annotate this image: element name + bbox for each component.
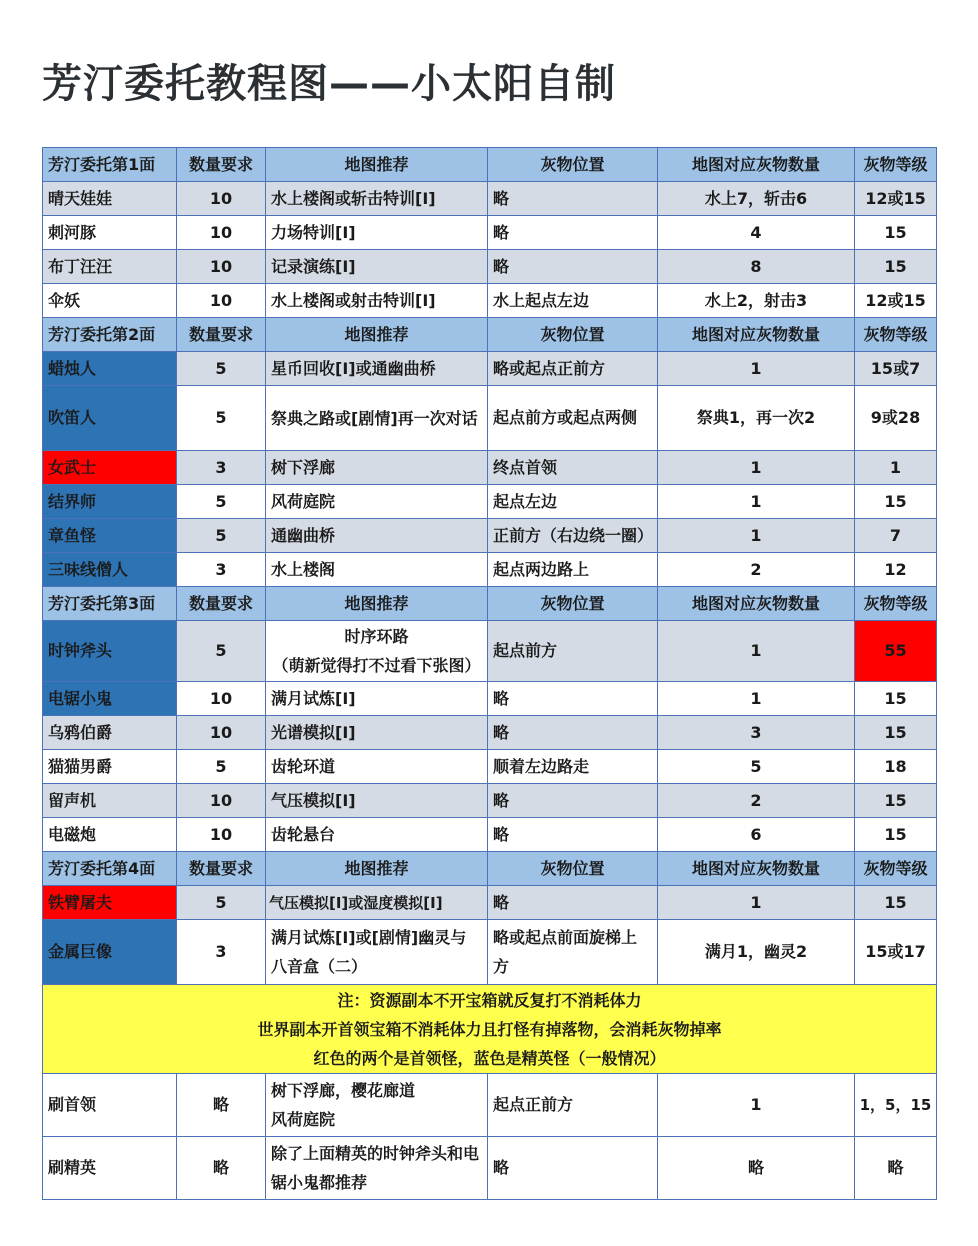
map-cell: 树下浮廊 [266,451,488,485]
count-cell: 满月1，幽灵2 [658,920,855,985]
table-row [43,553,937,587]
map-cell: 气压模拟[Ⅰ]或湿度模拟[Ⅰ] [266,886,488,920]
map-line: （萌新觉得打不过看下张图） [272,656,481,675]
count-cell: 水上2，射击3 [658,284,855,318]
count-cell: 1 [658,485,855,519]
map-cell: 满月试炼[Ⅰ]或[剧情]幽灵与八音盒（二） [266,920,488,985]
monster-name: 乌鸦伯爵 [43,716,177,750]
section-header-row [43,587,937,621]
count-cell: 2 [658,784,855,818]
monster-name: 电磁炮 [43,818,177,852]
pos-cell: 起点正前方 [488,1074,658,1137]
map-cell: 星币回收[Ⅰ]或通幽曲桥 [266,352,488,386]
level-cell: 15 [855,485,937,519]
qty-cell: 5 [177,519,266,553]
notes-row [43,985,937,1074]
col-map-header: 地图推荐 [266,587,488,621]
level-cell: 15 [855,784,937,818]
monster-name: 女武士 [43,451,177,485]
monster-name: 晴天娃娃 [43,182,177,216]
col-map-header: 地图推荐 [266,852,488,886]
map-line: 树下浮廊，樱花廊道 [271,1081,416,1100]
col-pos-header: 灰物位置 [488,148,658,182]
table-row [43,682,937,716]
pos-cell: 起点两边路上 [488,553,658,587]
col-count-header: 地图对应灰物数量 [658,148,855,182]
pos-cell: 起点左边 [488,485,658,519]
map-cell: 风荷庭院 [266,485,488,519]
farm-name: 刷精英 [43,1137,177,1200]
map-line: 时序环路 [344,627,409,646]
map-cell: 除了上面精英的时钟斧头和电锯小鬼都推荐 [266,1137,488,1200]
pos-cell: 终点首领 [488,451,658,485]
monster-name: 电锯小鬼 [43,682,177,716]
pos-cell: 正前方（右边绕一圈） [488,519,658,553]
count-cell: 1 [658,352,855,386]
map-line: 风荷庭院 [271,1110,336,1129]
level-cell: 15或7 [855,352,937,386]
map-cell: 通幽曲桥 [266,519,488,553]
pos-cell: 略 [488,182,658,216]
map-cell: 气压模拟[Ⅰ] [266,784,488,818]
level-cell: 12或15 [855,182,937,216]
table-row [43,250,937,284]
table-row [43,284,937,318]
table-row [43,182,937,216]
level-cell: 略 [855,1137,937,1200]
section-header-row [43,148,937,182]
qty-cell: 10 [177,284,266,318]
count-cell: 1 [658,886,855,920]
level-cell: 18 [855,750,937,784]
level-cell: 15 [855,716,937,750]
pos-cell: 略 [488,716,658,750]
count-cell: 略 [658,1137,855,1200]
monster-name: 刺河豚 [43,216,177,250]
qty-cell: 5 [177,386,266,451]
table-row [43,1074,937,1137]
pos-cell: 起点前方 [488,621,658,682]
count-cell: 1 [658,1074,855,1137]
count-cell: 8 [658,250,855,284]
qty-cell: 3 [177,920,266,985]
note-line: 注：资源副本不开宝箱就反复打不消耗体力 [337,990,642,1010]
col-level-header: 灰物等级 [855,852,937,886]
commission-table [42,147,937,1200]
monster-name: 蜡烛人 [43,352,177,386]
col-pos-header: 灰物位置 [488,587,658,621]
section-header-row [43,318,937,352]
farm-name: 刷首领 [43,1074,177,1137]
qty-cell: 5 [177,485,266,519]
level-cell: 12 [855,553,937,587]
monster-name: 留声机 [43,784,177,818]
map-cell [266,1074,488,1137]
table-row [43,485,937,519]
note-line: 世界副本开首领宝箱不消耗体力且打怪有掉落物，会消耗灰物掉率 [257,1019,722,1039]
pos-cell: 略或起点前面旋梯上方 [488,920,658,985]
monster-name: 猫猫男爵 [43,750,177,784]
monster-name: 结界师 [43,485,177,519]
qty-cell: 3 [177,553,266,587]
count-cell: 1 [658,519,855,553]
qty-cell: 略 [177,1074,266,1137]
map-cell: 水上楼阁或射击特训[Ⅰ] [266,284,488,318]
notes-cell [43,985,937,1074]
qty-cell: 10 [177,784,266,818]
monster-name: 金属巨像 [43,920,177,985]
count-cell: 3 [658,716,855,750]
table-row [43,621,937,682]
count-cell: 祭典1，再一次2 [658,386,855,451]
count-cell: 水上7，斩击6 [658,182,855,216]
map-cell: 祭典之路或[剧情]再一次对话 [266,386,488,451]
monster-name: 布丁汪汪 [43,250,177,284]
col-qty-header: 数量要求 [177,318,266,352]
qty-cell: 略 [177,1137,266,1200]
section-header-row [43,852,937,886]
level-cell: 15 [855,682,937,716]
pos-cell: 略 [488,784,658,818]
level-cell: 9或28 [855,386,937,451]
col-count-header: 地图对应灰物数量 [658,318,855,352]
table-row [43,519,937,553]
count-cell: 4 [658,216,855,250]
qty-cell: 10 [177,182,266,216]
col-level-header: 灰物等级 [855,587,937,621]
table-row [43,920,937,985]
pos-cell: 水上起点左边 [488,284,658,318]
qty-cell: 10 [177,682,266,716]
count-cell: 1 [658,451,855,485]
pos-cell: 略 [488,818,658,852]
col-level-header: 灰物等级 [855,148,937,182]
map-cell: 水上楼阁或斩击特训[Ⅰ] [266,182,488,216]
col-qty-header: 数量要求 [177,148,266,182]
pos-cell: 略 [488,682,658,716]
table-row [43,818,937,852]
monster-name: 三味线僧人 [43,553,177,587]
pos-cell: 略 [488,250,658,284]
pos-cell: 略 [488,886,658,920]
section-title: 芳汀委托第1面 [43,148,177,182]
table-row [43,750,937,784]
pos-cell: 略或起点正前方 [488,352,658,386]
section-title: 芳汀委托第4面 [43,852,177,886]
table-row [43,784,937,818]
monster-name: 铁臂屠夫 [43,886,177,920]
qty-cell: 10 [177,216,266,250]
qty-cell: 5 [177,750,266,784]
table-row [43,1137,937,1200]
map-cell: 齿轮环道 [266,750,488,784]
col-map-header: 地图推荐 [266,148,488,182]
table-row [43,716,937,750]
map-cell [266,621,488,682]
monster-name: 时钟斧头 [43,621,177,682]
pos-cell: 起点前方或起点两侧 [488,386,658,451]
level-cell: 55 [855,621,937,682]
page-title: 芳汀委托教程图——小太阳自制 [42,61,616,107]
level-cell: 15或17 [855,920,937,985]
count-cell: 1 [658,621,855,682]
level-cell: 15 [855,250,937,284]
section-title: 芳汀委托第2面 [43,318,177,352]
table-row [43,216,937,250]
qty-cell: 10 [177,716,266,750]
qty-cell: 5 [177,886,266,920]
col-level-header: 灰物等级 [855,318,937,352]
qty-cell: 3 [177,451,266,485]
col-count-header: 地图对应灰物数量 [658,587,855,621]
table-row [43,886,937,920]
pos-cell: 略 [488,1137,658,1200]
note-line: 红色的两个是首领怪，蓝色是精英怪（一般情况） [313,1048,666,1068]
pos-cell: 略 [488,216,658,250]
count-cell: 6 [658,818,855,852]
pos-cell: 顺着左边路走 [488,750,658,784]
monster-name: 吹笛人 [43,386,177,451]
monster-name: 章鱼怪 [43,519,177,553]
level-cell: 1 [855,451,937,485]
level-cell: 12或15 [855,284,937,318]
map-cell: 齿轮悬台 [266,818,488,852]
table-row [43,386,937,451]
col-qty-header: 数量要求 [177,852,266,886]
col-pos-header: 灰物位置 [488,852,658,886]
map-cell: 水上楼阁 [266,553,488,587]
count-cell: 5 [658,750,855,784]
col-count-header: 地图对应灰物数量 [658,852,855,886]
col-qty-header: 数量要求 [177,587,266,621]
count-cell: 1 [658,682,855,716]
section-title: 芳汀委托第3面 [43,587,177,621]
qty-cell: 5 [177,352,266,386]
level-cell: 15 [855,818,937,852]
level-cell: 7 [855,519,937,553]
map-cell: 满月试炼[Ⅰ] [266,682,488,716]
map-cell: 光谱模拟[Ⅰ] [266,716,488,750]
level-cell: 1，5，15 [855,1074,937,1137]
map-cell: 记录演练[Ⅰ] [266,250,488,284]
qty-cell: 10 [177,818,266,852]
col-map-header: 地图推荐 [266,318,488,352]
table-row [43,352,937,386]
qty-cell: 5 [177,621,266,682]
level-cell: 15 [855,216,937,250]
table-row [43,451,937,485]
col-pos-header: 灰物位置 [488,318,658,352]
monster-name: 伞妖 [43,284,177,318]
level-cell: 15 [855,886,937,920]
map-cell: 力场特训[Ⅰ] [266,216,488,250]
qty-cell: 10 [177,250,266,284]
count-cell: 2 [658,553,855,587]
